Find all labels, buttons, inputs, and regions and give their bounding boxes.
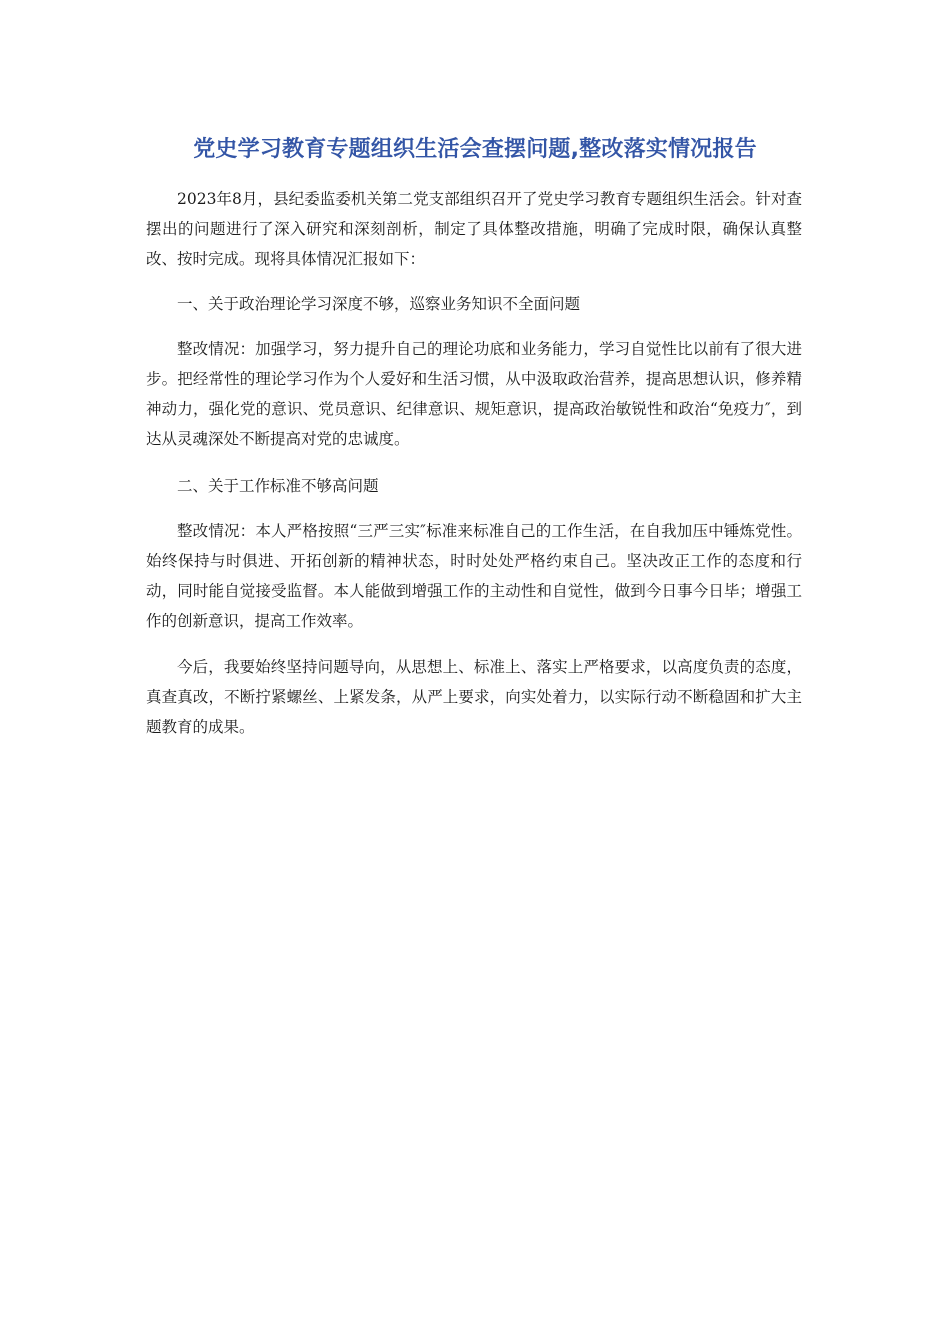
conclusion-paragraph: 今后，我要始终坚持问题导向，从思想上、标准上、落实上严格要求，以高度负责的态度，真查真改，不断拧紧螺丝、上紧发条，从严上要求，向实处着力，以实际行动不断稳固和扩大主题教育的成果。: [146, 658, 802, 736]
document-title: 党史学习教育专题组织生活会查摆问题,整改落实情况报告: [193, 137, 757, 162]
section-heading-2: 二、关于工作标准不够高问题: [177, 477, 379, 495]
section-heading-1: 一、关于政治理论学习深度不够，巡察业务知识不全面问题: [177, 295, 581, 313]
rectification-paragraph-1: 整改情况：加强学习，努力提升自己的理论功底和业务能力，学习自觉性比以前有了很大进步。把经常性的理论学习作为个人爱好和生活习惯，从中汲取政治营养，提高思想认识，修养精神动力，强化党的意识、党员意识、纪律意识、规矩意识，提高政治敏锐性和政治“免疫力″，到达从灵魂深处不断提高对党的忠诚度。: [146, 340, 802, 448]
intro-paragraph: 2023年8月，县纪委监委机关第二党支部组织召开了党史学习教育专题组织生活会。针对查摆出的问题进行了深入研究和深刻剖析，制定了具体整改措施，明确了完成时限，确保认真整改、按时完成。现将具体情况汇报如下：: [146, 190, 802, 268]
rectification-paragraph-2: 整改情况：本人严格按照“三严三实″标准来标准自己的工作生活，在自我加压中锤炼党性。始终保持与时俱进、开拓创新的精神状态，时时处处严格约束自己。坚决改正工作的态度和行动，同时能自觉接受监督。本人能做到增强工作的主动性和自觉性，做到今日事今日毕；增强工作的创新意识，提高工作效率。: [146, 522, 802, 630]
